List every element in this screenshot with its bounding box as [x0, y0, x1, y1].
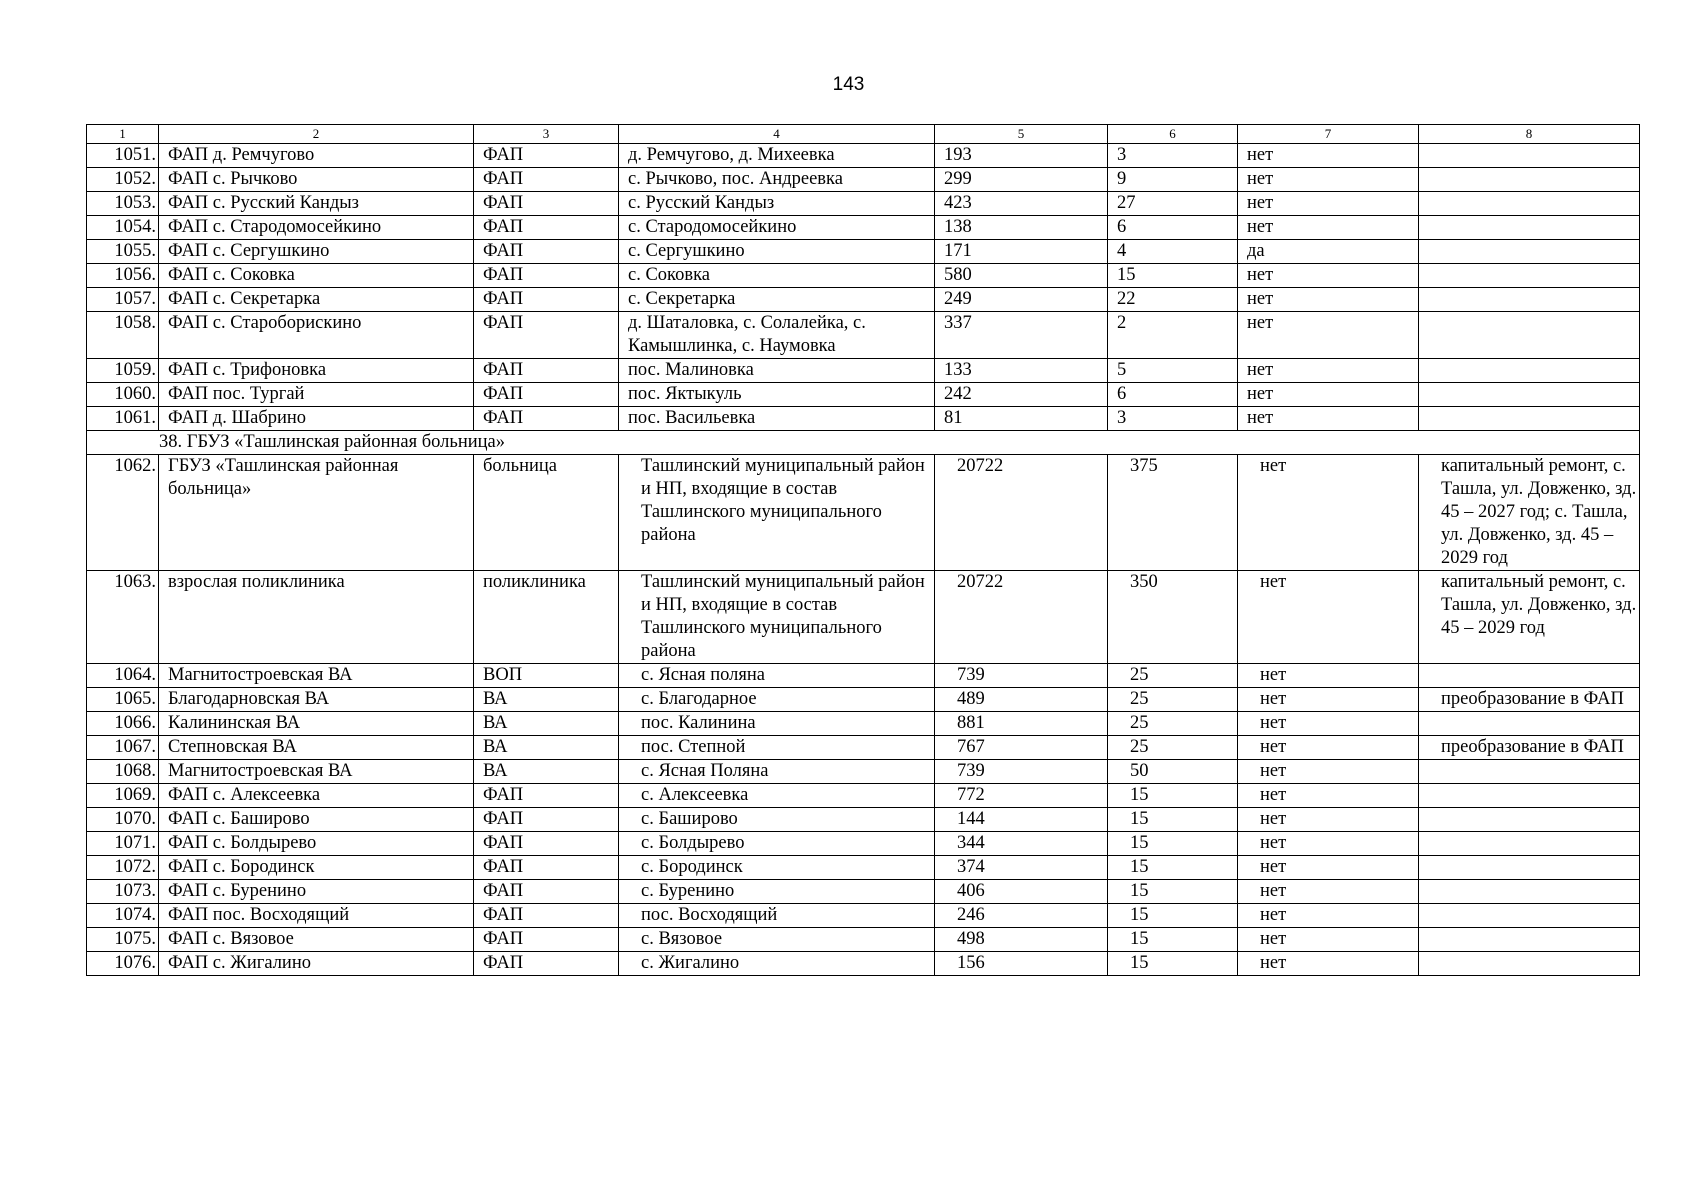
column-5-cell: 739: [935, 664, 1108, 688]
column-5-cell: 772: [935, 784, 1108, 808]
service-area-cell: пос. Малиновка: [619, 359, 935, 383]
table-row: [87, 664, 1640, 688]
column-5-cell: 193: [935, 144, 1108, 168]
facility-name-cell: ФАП с. Трифоновка: [159, 359, 474, 383]
column-6-cell: 350: [1108, 571, 1238, 664]
table-row: [87, 880, 1640, 904]
column-6-cell: 15: [1108, 928, 1238, 952]
row-number-cell: 1074.: [87, 904, 159, 928]
note-cell: [1419, 359, 1640, 383]
note-cell: [1419, 168, 1640, 192]
column-6-cell: 50: [1108, 760, 1238, 784]
service-area-cell: пос. Восходящий: [619, 904, 935, 928]
row-number-cell: 1076.: [87, 952, 159, 976]
column-7-cell: нет: [1238, 688, 1419, 712]
column-7-cell: нет: [1238, 192, 1419, 216]
facility-type-cell: ФАП: [474, 240, 619, 264]
table-row: [87, 168, 1640, 192]
column-7-cell: нет: [1238, 736, 1419, 760]
facility-type-cell: ФАП: [474, 264, 619, 288]
note-cell: [1419, 192, 1640, 216]
column-7-cell: нет: [1238, 928, 1419, 952]
service-area-cell: с. Благодарное: [619, 688, 935, 712]
column-5-cell: 498: [935, 928, 1108, 952]
column-7-cell: нет: [1238, 383, 1419, 407]
row-number-cell: 1057.: [87, 288, 159, 312]
facility-name-cell: Степновская ВА: [159, 736, 474, 760]
row-number-cell: 1058.: [87, 312, 159, 359]
column-6-cell: 375: [1108, 455, 1238, 571]
facility-name-cell: ФАП пос. Тургай: [159, 383, 474, 407]
facility-name-cell: ГБУЗ «Ташлинская районная больница»: [159, 455, 474, 571]
facility-type-cell: ВОП: [474, 664, 619, 688]
column-5-cell: 156: [935, 952, 1108, 976]
table-row: [87, 240, 1640, 264]
column-5-cell: 171: [935, 240, 1108, 264]
table-row: [87, 455, 1640, 571]
note-cell: капитальный ремонт, с. Ташла, ул. Довженко, зд. 45 – 2027 год; с. Ташла, ул. Довженко, зд. 45 – 2029 год: [1419, 455, 1640, 571]
column-6-cell: 6: [1108, 383, 1238, 407]
column-6-cell: 22: [1108, 288, 1238, 312]
column-7-cell: нет: [1238, 904, 1419, 928]
column-header: 4: [619, 125, 935, 144]
column-5-cell: 299: [935, 168, 1108, 192]
column-7-cell: нет: [1238, 880, 1419, 904]
row-number-cell: 1060.: [87, 383, 159, 407]
service-area-cell: пос. Степной: [619, 736, 935, 760]
column-5-cell: 406: [935, 880, 1108, 904]
row-number-cell: 1070.: [87, 808, 159, 832]
table-body-section-37: [87, 144, 1640, 431]
column-6-cell: 25: [1108, 688, 1238, 712]
column-5-cell: 739: [935, 760, 1108, 784]
service-area-cell: с. Соковка: [619, 264, 935, 288]
row-number-cell: 1072.: [87, 856, 159, 880]
page-number: 143: [832, 74, 865, 95]
note-cell: [1419, 240, 1640, 264]
column-7-cell: нет: [1238, 760, 1419, 784]
column-6-cell: 15: [1108, 952, 1238, 976]
facility-type-cell: ФАП: [474, 928, 619, 952]
note-cell: [1419, 832, 1640, 856]
service-area-cell: с. Рычково, пос. Андреевка: [619, 168, 935, 192]
note-cell: [1419, 144, 1640, 168]
note-cell: [1419, 808, 1640, 832]
column-header: 3: [474, 125, 619, 144]
note-cell: [1419, 712, 1640, 736]
facility-type-cell: ФАП: [474, 312, 619, 359]
column-5-cell: 242: [935, 383, 1108, 407]
table-row: [87, 216, 1640, 240]
facility-type-cell: ФАП: [474, 144, 619, 168]
note-cell: преобразование в ФАП: [1419, 736, 1640, 760]
column-7-cell: нет: [1238, 571, 1419, 664]
column-7-cell: нет: [1238, 407, 1419, 431]
row-number-cell: 1064.: [87, 664, 159, 688]
facility-type-cell: ФАП: [474, 407, 619, 431]
table-row: [87, 856, 1640, 880]
column-5-cell: 246: [935, 904, 1108, 928]
column-5-cell: 138: [935, 216, 1108, 240]
table-row: [87, 736, 1640, 760]
facility-type-cell: ФАП: [474, 952, 619, 976]
column-6-cell: 25: [1108, 712, 1238, 736]
facility-type-cell: ФАП: [474, 359, 619, 383]
facility-type-cell: ВА: [474, 760, 619, 784]
table-row: [87, 808, 1640, 832]
column-6-cell: 15: [1108, 856, 1238, 880]
note-cell: [1419, 928, 1640, 952]
row-number-cell: 1066.: [87, 712, 159, 736]
facility-name-cell: ФАП с. Стародомосейкино: [159, 216, 474, 240]
facility-type-cell: ВА: [474, 712, 619, 736]
column-7-cell: нет: [1238, 312, 1419, 359]
column-7-cell: нет: [1238, 832, 1419, 856]
service-area-cell: с. Секретарка: [619, 288, 935, 312]
facility-name-cell: ФАП с. Вязовое: [159, 928, 474, 952]
note-cell: [1419, 880, 1640, 904]
table-row: [87, 712, 1640, 736]
note-cell: [1419, 383, 1640, 407]
facility-type-cell: ВА: [474, 736, 619, 760]
facility-name-cell: Благодарновская ВА: [159, 688, 474, 712]
row-number-cell: 1055.: [87, 240, 159, 264]
note-cell: [1419, 264, 1640, 288]
facility-type-cell: ФАП: [474, 832, 619, 856]
row-number-cell: 1075.: [87, 928, 159, 952]
column-7-cell: нет: [1238, 216, 1419, 240]
column-7-cell: нет: [1238, 856, 1419, 880]
facility-name-cell: взрослая поликлиника: [159, 571, 474, 664]
facilities-table: [86, 124, 1640, 976]
table-row: [87, 144, 1640, 168]
facility-type-cell: ФАП: [474, 192, 619, 216]
column-7-cell: да: [1238, 240, 1419, 264]
facility-type-cell: ФАП: [474, 383, 619, 407]
service-area-cell: с. Баширово: [619, 808, 935, 832]
row-number-cell: 1061.: [87, 407, 159, 431]
section-header-body: [87, 431, 1640, 455]
service-area-cell: с. Алексеевка: [619, 784, 935, 808]
facility-type-cell: ВА: [474, 688, 619, 712]
column-5-cell: 133: [935, 359, 1108, 383]
column-5-cell: 489: [935, 688, 1108, 712]
column-5-cell: 20722: [935, 455, 1108, 571]
row-number-cell: 1063.: [87, 571, 159, 664]
facility-name-cell: ФАП с. Секретарка: [159, 288, 474, 312]
column-7-cell: нет: [1238, 288, 1419, 312]
facility-type-cell: ФАП: [474, 808, 619, 832]
column-6-cell: 15: [1108, 808, 1238, 832]
service-area-cell: Ташлинский муниципальный район и НП, входящие в состав Ташлинского муниципального района: [619, 571, 935, 664]
column-5-cell: 144: [935, 808, 1108, 832]
service-area-cell: с. Бородинск: [619, 856, 935, 880]
row-number-cell: 1067.: [87, 736, 159, 760]
note-cell: [1419, 407, 1640, 431]
column-number-row: [87, 125, 1640, 144]
section-header-row: [87, 431, 1640, 455]
facility-name-cell: Калининская ВА: [159, 712, 474, 736]
column-5-cell: 374: [935, 856, 1108, 880]
column-6-cell: 15: [1108, 880, 1238, 904]
column-7-cell: нет: [1238, 264, 1419, 288]
facility-name-cell: ФАП с. Буренино: [159, 880, 474, 904]
column-6-cell: 15: [1108, 264, 1238, 288]
column-header: 8: [1419, 125, 1640, 144]
column-header: 1: [87, 125, 159, 144]
column-6-cell: 5: [1108, 359, 1238, 383]
service-area-cell: с. Болдырево: [619, 832, 935, 856]
facility-type-cell: ФАП: [474, 880, 619, 904]
table-row: [87, 192, 1640, 216]
column-5-cell: 337: [935, 312, 1108, 359]
column-5-cell: 249: [935, 288, 1108, 312]
column-6-cell: 3: [1108, 407, 1238, 431]
service-area-cell: пос. Яктыкуль: [619, 383, 935, 407]
facility-name-cell: Магнитостроевская ВА: [159, 760, 474, 784]
table-row: [87, 288, 1640, 312]
column-7-cell: нет: [1238, 712, 1419, 736]
column-5-cell: 20722: [935, 571, 1108, 664]
column-7-cell: нет: [1238, 784, 1419, 808]
facility-name-cell: ФАП с. Баширово: [159, 808, 474, 832]
row-number-cell: 1073.: [87, 880, 159, 904]
table-row: [87, 760, 1640, 784]
column-6-cell: 4: [1108, 240, 1238, 264]
facility-name-cell: ФАП с. Жигалино: [159, 952, 474, 976]
table-row: [87, 784, 1640, 808]
table-row: [87, 952, 1640, 976]
row-number-cell: 1068.: [87, 760, 159, 784]
service-area-cell: с. Буренино: [619, 880, 935, 904]
column-7-cell: нет: [1238, 455, 1419, 571]
service-area-cell: пос. Калинина: [619, 712, 935, 736]
column-5-cell: 881: [935, 712, 1108, 736]
facility-name-cell: ФАП с. Староборискино: [159, 312, 474, 359]
facility-name-cell: ФАП с. Бородинск: [159, 856, 474, 880]
column-5-cell: 423: [935, 192, 1108, 216]
row-number-cell: 1062.: [87, 455, 159, 571]
table-row: [87, 359, 1640, 383]
column-7-cell: нет: [1238, 144, 1419, 168]
facility-name-cell: ФАП с. Соковка: [159, 264, 474, 288]
service-area-cell: с. Вязовое: [619, 928, 935, 952]
column-7-cell: нет: [1238, 168, 1419, 192]
note-cell: [1419, 216, 1640, 240]
table-row: [87, 688, 1640, 712]
note-cell: капитальный ремонт, с. Ташла, ул. Довженко, зд. 45 – 2029 год: [1419, 571, 1640, 664]
row-number-cell: 1052.: [87, 168, 159, 192]
facility-type-cell: ФАП: [474, 168, 619, 192]
column-7-cell: нет: [1238, 808, 1419, 832]
table-body-section-38: [87, 455, 1640, 976]
note-cell: [1419, 760, 1640, 784]
column-5-cell: 580: [935, 264, 1108, 288]
column-6-cell: 3: [1108, 144, 1238, 168]
table-row: [87, 383, 1640, 407]
table-row: [87, 312, 1640, 359]
facility-name-cell: ФАП с. Алексеевка: [159, 784, 474, 808]
row-number-cell: 1056.: [87, 264, 159, 288]
column-header: 2: [159, 125, 474, 144]
facility-name-cell: ФАП д. Ремчугово: [159, 144, 474, 168]
service-area-cell: пос. Васильевка: [619, 407, 935, 431]
column-header: 5: [935, 125, 1108, 144]
row-number-cell: 1071.: [87, 832, 159, 856]
facility-type-cell: больница: [474, 455, 619, 571]
table-row: [87, 407, 1640, 431]
facility-type-cell: ФАП: [474, 784, 619, 808]
note-cell: [1419, 312, 1640, 359]
note-cell: [1419, 664, 1640, 688]
section-title: 38. ГБУЗ «Ташлинская районная больница»: [87, 431, 1640, 455]
table-row: [87, 904, 1640, 928]
column-7-cell: нет: [1238, 359, 1419, 383]
table-row: [87, 832, 1640, 856]
facility-type-cell: ФАП: [474, 216, 619, 240]
facility-name-cell: ФАП с. Болдырево: [159, 832, 474, 856]
facility-name-cell: ФАП пос. Восходящий: [159, 904, 474, 928]
column-6-cell: 25: [1108, 736, 1238, 760]
table-row: [87, 571, 1640, 664]
column-header: 6: [1108, 125, 1238, 144]
note-cell: [1419, 784, 1640, 808]
note-cell: [1419, 856, 1640, 880]
column-6-cell: 27: [1108, 192, 1238, 216]
column-7-cell: нет: [1238, 952, 1419, 976]
note-cell: [1419, 288, 1640, 312]
service-area-cell: д. Шаталовка, с. Солалейка, с. Камышлинка, с. Наумовка: [619, 312, 935, 359]
column-5-cell: 81: [935, 407, 1108, 431]
service-area-cell: с. Сергушкино: [619, 240, 935, 264]
facility-name-cell: Магнитостроевская ВА: [159, 664, 474, 688]
service-area-cell: с. Ясная поляна: [619, 664, 935, 688]
column-6-cell: 15: [1108, 832, 1238, 856]
service-area-cell: д. Ремчугово, д. Михеевка: [619, 144, 935, 168]
service-area-cell: с. Ясная Поляна: [619, 760, 935, 784]
row-number-cell: 1054.: [87, 216, 159, 240]
facility-name-cell: ФАП д. Шабрино: [159, 407, 474, 431]
table-row: [87, 264, 1640, 288]
facility-name-cell: ФАП с. Русский Кандыз: [159, 192, 474, 216]
note-cell: [1419, 904, 1640, 928]
column-6-cell: 6: [1108, 216, 1238, 240]
column-7-cell: нет: [1238, 664, 1419, 688]
column-6-cell: 25: [1108, 664, 1238, 688]
facility-type-cell: ФАП: [474, 904, 619, 928]
service-area-cell: с. Русский Кандыз: [619, 192, 935, 216]
facility-type-cell: ФАП: [474, 288, 619, 312]
column-header: 7: [1238, 125, 1419, 144]
note-cell: [1419, 952, 1640, 976]
row-number-cell: 1053.: [87, 192, 159, 216]
service-area-cell: с. Стародомосейкино: [619, 216, 935, 240]
column-6-cell: 2: [1108, 312, 1238, 359]
facility-type-cell: ФАП: [474, 856, 619, 880]
row-number-cell: 1065.: [87, 688, 159, 712]
column-6-cell: 9: [1108, 168, 1238, 192]
note-cell: преобразование в ФАП: [1419, 688, 1640, 712]
column-6-cell: 15: [1108, 784, 1238, 808]
facility-name-cell: ФАП с. Рычково: [159, 168, 474, 192]
facility-type-cell: поликлиника: [474, 571, 619, 664]
service-area-cell: Ташлинский муниципальный район и НП, входящие в состав Ташлинского муниципального района: [619, 455, 935, 571]
row-number-cell: 1059.: [87, 359, 159, 383]
facility-name-cell: ФАП с. Сергушкино: [159, 240, 474, 264]
column-6-cell: 15: [1108, 904, 1238, 928]
column-5-cell: 344: [935, 832, 1108, 856]
row-number-cell: 1051.: [87, 144, 159, 168]
service-area-cell: с. Жигалино: [619, 952, 935, 976]
column-5-cell: 767: [935, 736, 1108, 760]
table-row: [87, 928, 1640, 952]
row-number-cell: 1069.: [87, 784, 159, 808]
